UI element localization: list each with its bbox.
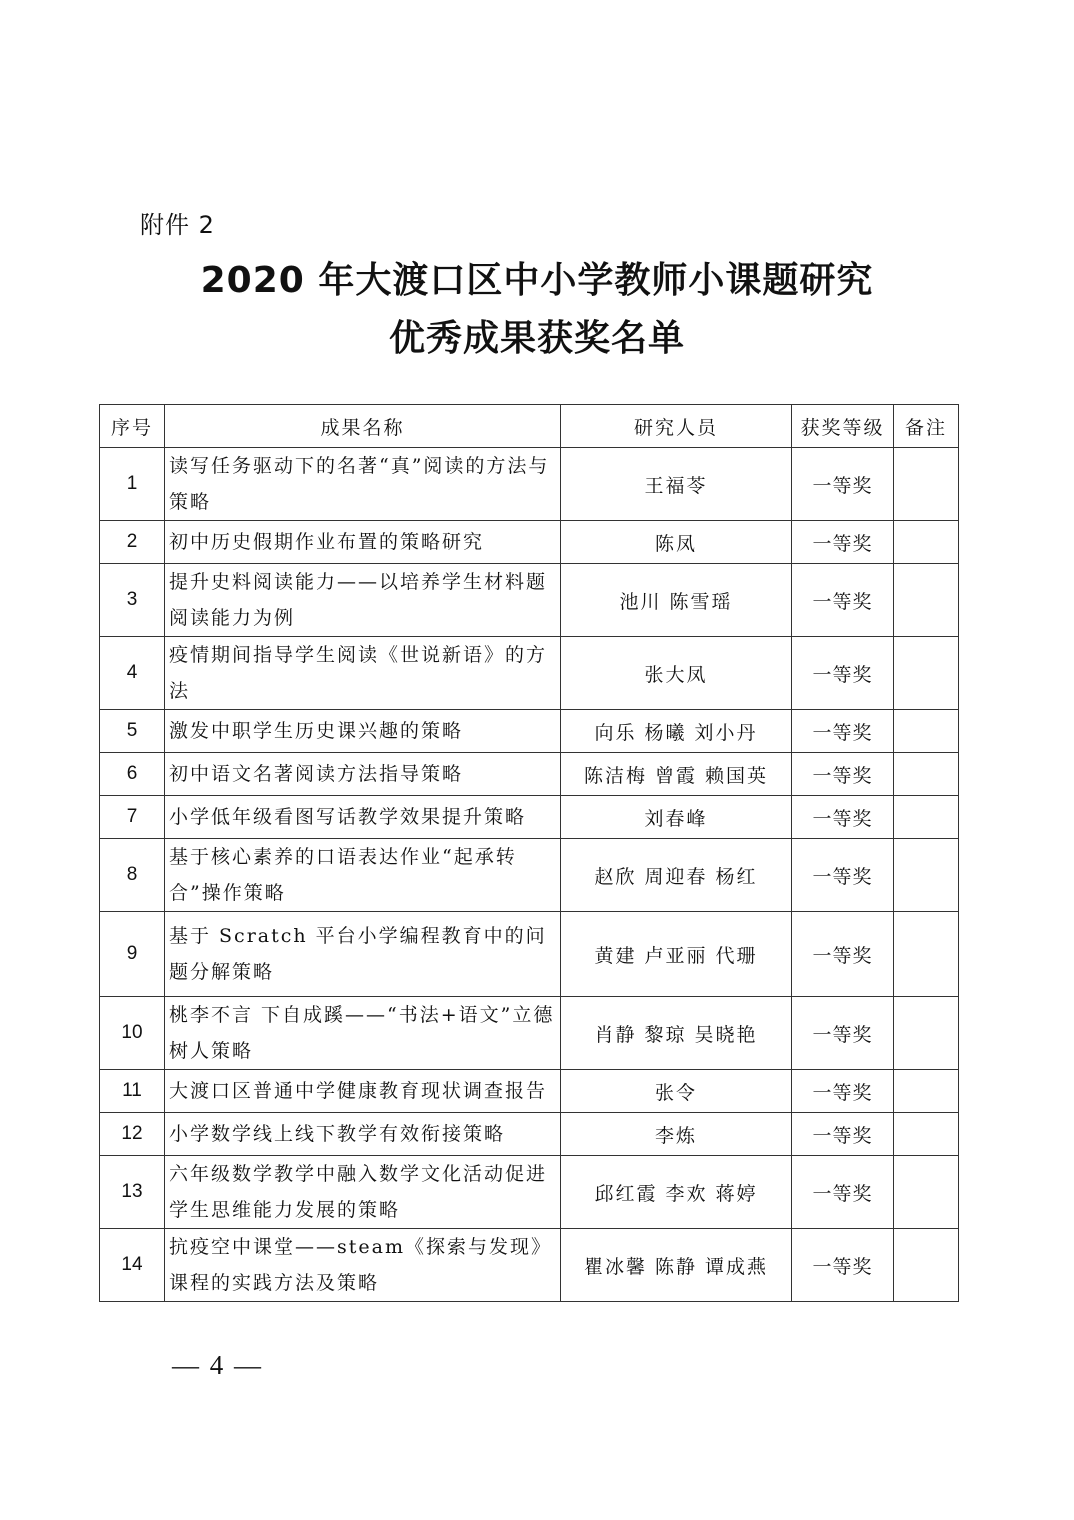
row-remarks xyxy=(894,1156,959,1229)
row-remarks xyxy=(894,796,959,839)
row-award: 一等奖 xyxy=(792,997,894,1070)
row-index: 6 xyxy=(100,753,165,796)
row-researchers: 向乐 杨曦 刘小丹 xyxy=(561,710,792,753)
row-researchers: 陈洁梅 曾霞 赖国英 xyxy=(561,753,792,796)
row-award: 一等奖 xyxy=(792,448,894,521)
row-index: 8 xyxy=(100,839,165,912)
table-row xyxy=(100,1229,959,1302)
row-name: 小学低年级看图写话教学效果提升策略 xyxy=(165,796,561,839)
row-index: 2 xyxy=(100,521,165,564)
row-award: 一等奖 xyxy=(792,839,894,912)
row-index: 1 xyxy=(100,448,165,521)
row-remarks xyxy=(894,997,959,1070)
row-remarks xyxy=(894,912,959,997)
table-row xyxy=(100,796,959,839)
table-header-row xyxy=(100,405,959,448)
row-award: 一等奖 xyxy=(792,796,894,839)
row-name: 大渡口区普通中学健康教育现状调查报告 xyxy=(165,1070,561,1113)
row-researchers: 张令 xyxy=(561,1070,792,1113)
row-researchers: 邱红霞 李欢 蒋婷 xyxy=(561,1156,792,1229)
document-title-line2: 优秀成果获奖名单 xyxy=(388,318,685,359)
row-award: 一等奖 xyxy=(792,1229,894,1302)
awards-table xyxy=(99,404,959,1302)
row-index: 4 xyxy=(100,637,165,710)
row-index: 3 xyxy=(100,564,165,637)
row-remarks xyxy=(894,637,959,710)
row-name: 提升史料阅读能力——以培养学生材料题阅读能力为例 xyxy=(165,564,561,637)
row-index: 10 xyxy=(100,997,165,1070)
header-index: 序号 xyxy=(100,405,165,448)
row-remarks xyxy=(894,521,959,564)
row-index: 11 xyxy=(100,1070,165,1113)
row-award: 一等奖 xyxy=(792,1156,894,1229)
row-remarks xyxy=(894,710,959,753)
row-award: 一等奖 xyxy=(792,1113,894,1156)
row-remarks xyxy=(894,1229,959,1302)
table-row xyxy=(100,912,959,997)
row-name: 激发中职学生历史课兴趣的策略 xyxy=(165,710,561,753)
row-remarks xyxy=(894,564,959,637)
row-researchers: 王福苓 xyxy=(561,448,792,521)
row-researchers: 陈凤 xyxy=(561,521,792,564)
row-index: 14 xyxy=(100,1229,165,1302)
row-name: 抗疫空中课堂——steam《探索与发现》课程的实践方法及策略 xyxy=(165,1229,561,1302)
row-name: 读写任务驱动下的名著“真”阅读的方法与策略 xyxy=(165,448,561,521)
row-name: 疫情期间指导学生阅读《世说新语》的方法 xyxy=(165,637,561,710)
table-row xyxy=(100,839,959,912)
table-row xyxy=(100,521,959,564)
document-title-line1: 2020 年大渡口区中小学教师小课题研究 xyxy=(200,260,874,301)
table-row xyxy=(100,753,959,796)
table-row xyxy=(100,1156,959,1229)
row-researchers: 赵欣 周迎春 杨红 xyxy=(561,839,792,912)
row-remarks xyxy=(894,1070,959,1113)
row-award: 一等奖 xyxy=(792,710,894,753)
row-name: 桃李不言 下自成蹊——“书法+语文”立德树人策略 xyxy=(165,997,561,1070)
row-award: 一等奖 xyxy=(792,912,894,997)
row-award: 一等奖 xyxy=(792,521,894,564)
header-remarks: 备注 xyxy=(894,405,959,448)
page-number: — 4 — xyxy=(172,1350,263,1380)
table-row xyxy=(100,1070,959,1113)
row-index: 5 xyxy=(100,710,165,753)
row-index: 7 xyxy=(100,796,165,839)
table-row xyxy=(100,448,959,521)
row-researchers: 池川 陈雪瑶 xyxy=(561,564,792,637)
header-researchers: 研究人员 xyxy=(561,405,792,448)
attachment-label: 附件 2 xyxy=(140,211,215,239)
row-name: 基于核心素养的口语表达作业“起承转合”操作策略 xyxy=(165,839,561,912)
row-name: 六年级数学教学中融入数学文化活动促进学生思维能力发展的策略 xyxy=(165,1156,561,1229)
table-row xyxy=(100,997,959,1070)
row-researchers: 刘春峰 xyxy=(561,796,792,839)
row-award: 一等奖 xyxy=(792,564,894,637)
header-award-level: 获奖等级 xyxy=(792,405,894,448)
row-researchers: 肖静 黎琼 吴晓艳 xyxy=(561,997,792,1070)
row-award: 一等奖 xyxy=(792,1070,894,1113)
row-researchers: 李炼 xyxy=(561,1113,792,1156)
table-row xyxy=(100,564,959,637)
row-researchers: 瞿冰馨 陈静 谭成燕 xyxy=(561,1229,792,1302)
row-index: 9 xyxy=(100,912,165,997)
table-row xyxy=(100,1113,959,1156)
row-remarks xyxy=(894,448,959,521)
table-row xyxy=(100,710,959,753)
table-row xyxy=(100,637,959,710)
row-name: 初中语文名著阅读方法指导策略 xyxy=(165,753,561,796)
row-award: 一等奖 xyxy=(792,637,894,710)
row-name: 基于 Scratch 平台小学编程教育中的问题分解策略 xyxy=(165,912,561,997)
row-index: 12 xyxy=(100,1113,165,1156)
row-index: 13 xyxy=(100,1156,165,1229)
row-name: 初中历史假期作业布置的策略研究 xyxy=(165,521,561,564)
row-remarks xyxy=(894,839,959,912)
row-award: 一等奖 xyxy=(792,753,894,796)
row-remarks xyxy=(894,753,959,796)
header-name: 成果名称 xyxy=(165,405,561,448)
row-name: 小学数学线上线下教学有效衔接策略 xyxy=(165,1113,561,1156)
row-researchers: 黄建 卢亚丽 代珊 xyxy=(561,912,792,997)
row-remarks xyxy=(894,1113,959,1156)
row-researchers: 张大凤 xyxy=(561,637,792,710)
